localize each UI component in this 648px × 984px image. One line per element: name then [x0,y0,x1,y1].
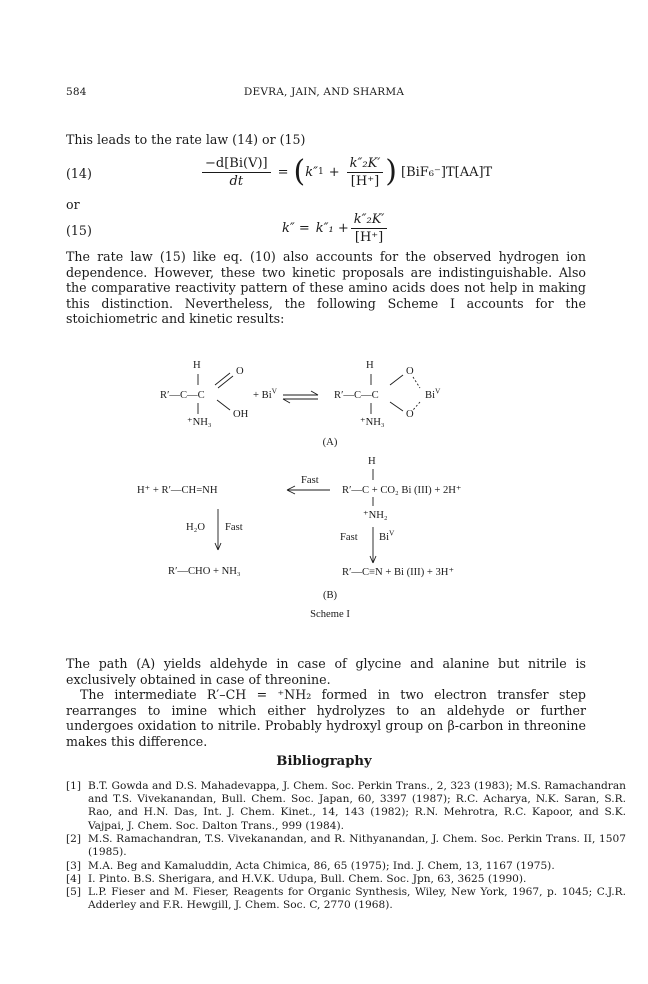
bibliography-item [66,780,626,833]
scheme-b-fast-right: Fast [340,532,358,543]
paragraph-2: The path (A) yields aldehyde in case of glycine and alanine but nitrile is exclusively obtained in case of threonine. [66,656,586,687]
equation-14-number: (14) [66,166,92,181]
eq14-k2-fraction [347,156,384,189]
scheme-b-biv-state: V [389,528,395,538]
scheme-label-b: (B) [322,590,338,601]
bibliography-item [66,873,626,886]
or-text: or [66,197,80,212]
scheme-a-h-left: H [193,360,201,371]
bibliography-item-text: L.P. Fieser and M. Fieser, Reagents for Organic Synthesis, Wiley, New York, 1967, p. 1045; C.J.R. Adderley and F.R. Hewgill, J. Chem. Soc. C, 2770 (1968). [88,886,626,912]
scheme-b-h2o: H₂O [186,522,205,533]
bond-c-o-right [390,375,403,385]
eq15-k2-num: k″₂K′ [351,212,388,229]
scheme-i-diagram [0,330,648,630]
eq14-k2-den: [H⁺] [350,173,380,189]
bond-c-o-double-left-1 [215,373,230,385]
scheme-a-bi-oxidation-state: V [271,386,277,396]
scheme-b-fast-label: Fast [301,475,319,486]
scheme-a-bi-complex [425,386,441,401]
fast-arrow-head-2 [287,490,295,494]
scheme-b-nh2: ⁺NH₂ [363,510,388,521]
scheme-a-nh3-left: ⁺NH₃ [187,417,212,428]
bibliography-list [66,780,626,912]
bibliography-item [66,860,626,873]
scheme-a-o-left: O [236,366,244,377]
eq15-k2-fraction [351,212,388,245]
bibliography-item-number: [1] [66,780,82,792]
scheme-a-bi-reagent [253,386,277,401]
bibliography-item [66,886,626,912]
equilibrium-arrow-head-bottom [283,399,290,403]
paragraph-1: The rate law (15) like eq. (10) also accounts for the observed hydrogen ion dependence. However, these two kinetic proposals are indistinguishable. Also the comparative reactivity pattern of these amino acids does not help in making this distinction. Nevertheless, the following Scheme I accounts for the stoichiometric and kinetic results: [66,249,586,327]
eq14-lhs-num: −d[Bi(V)] [202,156,271,173]
scheme-b-biv [379,528,395,543]
running-title: DEVRA, JAIN, AND SHARMA [243,86,405,98]
fast-arrow-head-1 [287,486,295,490]
scheme-b-nitrile-product: R′—C≡N + Bi (III) + 3H⁺ [342,567,455,578]
scheme-a-nh3-right: ⁺NH₃ [360,417,385,428]
equation-14: $\frac{-d[Bi(V)]}{dt}$ = ( k″ 1 + $\frac{\text{k″₂K′}}{[H^+]}$ ) [BiF₆⁻]T[AA]T [200,148,492,196]
scheme-a-o-right-top: O [406,366,414,377]
scheme-a-bi-complex-state: V [435,386,441,396]
equation-15-number: (15) [66,223,92,238]
scheme-b-imine-product: H⁺ + R′—CH=NH [137,485,218,496]
eq14-lhs-den: dt [229,173,244,189]
scheme-a-bi-complex-text: Bi [425,390,436,401]
bibliography-item-number: [4] [66,873,82,885]
scheme-label-a: (A) [322,437,338,448]
eq15-k1: k″₁ + [315,220,349,236]
dotted-bond-o-bi-bottom [413,402,420,410]
scheme-b-h: H [368,456,376,467]
bibliography-item-number: [2] [66,833,82,845]
scheme-a-right-chain: R′—C—C [334,390,379,401]
intro-text: This leads to the rate law (14) or (15) [66,132,306,147]
bibliography-item-number: [5] [66,886,82,898]
bond-c-o-lower-right [390,402,403,411]
scheme-a-oh-left: OH [233,409,249,420]
eq14-plus: + [328,164,340,180]
scheme-b-fast-left: Fast [225,522,243,533]
scheme-b-biv-text: Bi [379,532,390,543]
bibliography-heading: Bibliography [276,754,372,769]
scheme-b-aldehyde-product: R′—CHO + NH₃ [168,566,241,577]
dotted-bond-o-bi-top [413,377,420,388]
equation-15 [282,206,389,250]
eq14-k2-num: k″₂K′ [347,156,384,173]
scheme-a-o-right-bottom: O [406,409,414,420]
eq14-tail: [BiF₆⁻]T[AA]T [401,164,493,180]
bibliography-item-text: B.T. Gowda and D.S. Mahadevappa, J. Chem. Soc. Perkin Trans., 2, 323 (1983); M.S. Ramachandran and T.S. Vivekanandan, Bull. Chem. Soc. Japan, 60, 3397 (1987); R.C. Acharya, N.K. Saran, S.R. Rao, and H.N. Das, Int. J. Chem. Kinet., 14, 143 (1982); R.N. Mehrotra, R.C. Kapoor, and S.K. Vajpai, J. Chem. Soc. Dalton Trans., 999 (1984). [88,780,626,832]
bibliography-item [66,833,626,859]
paragraph-3: The intermediate R′–CH = ⁺NH₂ formed in two electron transfer step rearranges to imine which either hydrolyzes to an aldehyde or further undergoes oxidation to nitrile. Probably hydroxyl group on β-carbon in threonine makes this difference. [66,687,586,749]
scheme-caption: Scheme I [310,609,350,620]
bibliography-item-text: M.A. Beg and Kamaluddin, Acta Chimica, 86, 65 (1975); Ind. J. Chem, 13, 1167 (1975). [88,860,555,872]
eq14-lhs-fraction [202,156,271,189]
eq15-k2-den: [H⁺] [354,229,384,245]
bibliography-item-text: M.S. Ramachandran, T.S. Vivekanandan, and R. Nithyanandan, J. Chem. Soc. Perkin Trans. II, 1507 (1985). [88,833,626,859]
eq15-lhs: k″ = [282,220,310,236]
page-number: 584 [66,86,87,98]
bond-c-oh-left [217,400,230,410]
bond-c-o-double-left-2 [218,376,233,388]
bibliography-item-text: I. Pinto. B.S. Sherigara, and H.V.K. Udupa, Bull. Chem. Soc. Jpn, 63, 3625 (1990). [88,873,527,885]
scheme-a-bi-text: + Bi [253,390,272,401]
scheme-b-decarboxylation-product: R′—C + CO₂ Bi (III) + 2H⁺ [342,485,462,496]
scheme-a-left-chain: R′—C—C [160,390,205,401]
equilibrium-arrow-head-top [311,391,318,395]
eq14-k1: k″ [305,164,318,180]
scheme-a-h-right: H [366,360,374,371]
bibliography-item-number: [3] [66,860,82,872]
oxidation-arrow-head-2 [373,556,376,563]
